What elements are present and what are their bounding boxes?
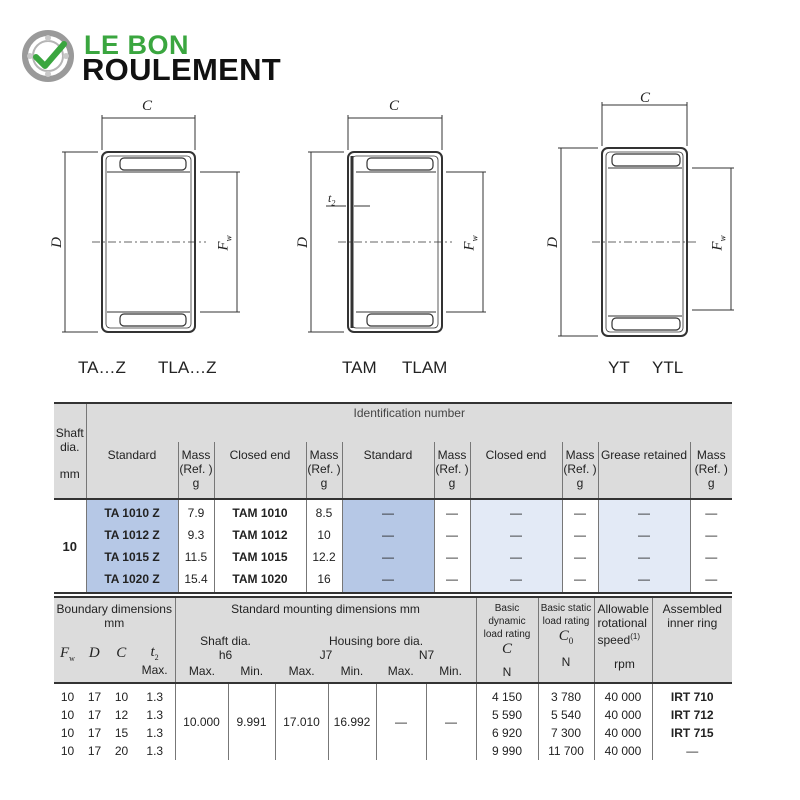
dim-fw-middle: $F_w$ [461,235,480,251]
n7-max: — [376,683,426,760]
cell-3-6: — [562,568,598,593]
d-1: 17 [87,708,102,722]
grease-retained-header: Grease retained [598,442,690,499]
std-mass-0: 7.9 [178,499,214,524]
standard-mounting-header: Standard mounting dimensions mm Shaft dia. h6 Housing bore dia. J7 N7 Max. Min. Max. Min. Max. Min. [175,597,476,683]
j7-max: 17.010 [275,683,328,760]
label-yt: YT [608,358,630,377]
mass-header-5: Mass (Ref. ) g [690,442,732,499]
cell-2-6: — [562,546,598,568]
closed-end-header: Closed end [214,442,306,499]
dim-d-middle: D [294,237,311,248]
t2-0: 1.3 [146,690,164,704]
speed-1: 40 000 [594,706,652,724]
mass-header-3: Mass (Ref. ) g [434,442,470,499]
max-min-labels: Max. Min. Max. Min. Max. Min. [188,664,462,678]
j7-min: 16.992 [328,683,376,760]
label-tla-z: TLA…Z [158,358,217,377]
label-ytl: YTL [652,358,684,377]
cell-0-7: — [598,499,690,524]
c-2: 15 [114,726,129,740]
closed-cell-0: TAM 1010 [214,499,306,524]
ring-2: IRT 715 [652,724,732,742]
c-header: C [116,645,127,661]
cell-1-5: — [470,524,562,546]
mass-header-4: Mass (Ref. ) g [562,442,598,499]
closed-cell-3: TAM 1020 [214,568,306,593]
ring-3: — [652,742,732,760]
t2-2: 1.3 [146,726,164,740]
std-cell-1: TA 1012 Z [86,524,178,546]
cell-0-5: — [470,499,562,524]
d-3: 17 [87,744,102,758]
h6-min: 9.991 [228,683,275,760]
cell-1-3: — [342,524,434,546]
bearing-drawings [40,90,760,380]
c-3: 20 [114,744,129,758]
identification-number-header: Identification number [86,403,732,442]
std-mass-2: 11.5 [178,546,214,568]
brand-logo [22,28,302,86]
label-tlam: TLAM [402,358,448,377]
c0r-3: 11 700 [538,742,594,760]
c0r-0: 3 780 [538,683,594,706]
cell-0-4: — [434,499,470,524]
cell-1-6: — [562,524,598,546]
fw-1: 10 [60,708,75,722]
basic-dynamic-load-header: Basic dynamic load rating C N [476,597,538,683]
cr-3: 9 990 [476,742,538,760]
closed-mass-2: 12.2 [306,546,342,568]
dim-fw-left: $F_w$ [215,235,234,251]
cell-2-7: — [598,546,690,568]
c-1: 12 [114,708,129,722]
boundary-dimensions-header: Boundary dimensions mm $F_w$ D C $t_2$ Max. [54,597,175,683]
closed-cell-2: TAM 1015 [214,546,306,568]
dim-c-middle: C [389,98,400,114]
shaft-dia-header: Shaft dia. mm [54,403,86,499]
t2-1: 1.3 [146,708,164,722]
c0r-2: 7 300 [538,724,594,742]
housing-bore-subheader: Housing bore dia. J7 N7 [319,634,435,662]
closed-end-header-2: Closed end [470,442,562,499]
cell-1-8: — [690,524,732,546]
fw-0: 10 [60,690,75,704]
cell-2-4: — [434,546,470,568]
cell-3-5: — [470,568,562,593]
label-tam: TAM [342,358,377,377]
cell-0-3: — [342,499,434,524]
logo-text-top: LE BON [84,30,190,60]
cell-1-4: — [434,524,470,546]
cell-3-8: — [690,568,732,593]
speed-3: 40 000 [594,742,652,760]
h6-max: 10.000 [175,683,228,760]
speed-0: 40 000 [594,683,652,706]
closed-cell-1: TAM 1012 [214,524,306,546]
fw-2: 10 [60,726,75,740]
cell-3-4: — [434,568,470,593]
basic-static-load-header: Basic static load rating $C_0$ N [538,597,594,683]
cell-0-6: — [562,499,598,524]
cell-2-3: — [342,546,434,568]
shaft-dia-value: 10 [54,499,86,593]
std-mass-3: 15.4 [178,568,214,593]
closed-mass-1: 10 [306,524,342,546]
bearing-check-icon [22,30,74,82]
d-2: 17 [87,726,102,740]
std-cell-3: TA 1020 Z [86,568,178,593]
d-header: D [88,645,100,661]
cell-3-7: — [598,568,690,593]
closed-mass-3: 16 [306,568,342,593]
mass-header-2: Mass (Ref. ) g [306,442,342,499]
t2-header: $t_2$ Max. [141,644,168,677]
shaft-dia-subheader: Shaft dia. h6 [200,634,251,662]
std-cell-0: TA 1010 Z [86,499,178,524]
allowable-speed-header: Allowable rotational speed$^{(1)}$ rpm [594,597,652,683]
ring-0: IRT 710 [652,683,732,706]
cell-2-5: — [470,546,562,568]
dim-d-right: D [544,237,561,248]
logo-text-bottom: ROULEMENT [82,52,282,87]
standard-header: Standard [86,442,178,499]
cr-2: 6 920 [476,724,538,742]
dim-fw-right: $F_w$ [709,235,728,251]
cr-1: 5 590 [476,706,538,724]
std-mass-1: 9.3 [178,524,214,546]
cell-0-8: — [690,499,732,524]
cr-0: 4 150 [476,683,538,706]
closed-mass-0: 8.5 [306,499,342,524]
dim-c-left: C [142,98,153,114]
t2-3: 1.3 [146,744,164,758]
fw-3: 10 [60,744,75,758]
cross-section-drawings [40,90,760,380]
dim-d-left: D [48,237,65,248]
dim-t2-middle: $t_2$ [328,191,336,208]
identification-table [54,402,732,594]
assembled-inner-ring-header: Assembled inner ring [652,597,732,683]
c0r-1: 5 540 [538,706,594,724]
n7-min: — [426,683,476,760]
std-cell-2: TA 1015 Z [86,546,178,568]
c-0: 10 [114,690,129,704]
cell-3-3: — [342,568,434,593]
dim-c-right: C [640,90,651,106]
cell-2-8: — [690,546,732,568]
standard-header-2: Standard [342,442,434,499]
d-0: 17 [87,690,102,704]
mass-header-1: Mass (Ref. ) g [178,442,214,499]
speed-2: 40 000 [594,724,652,742]
dimensions-table [54,596,732,760]
ring-1: IRT 712 [652,706,732,724]
fw-header: $F_w$ [59,645,75,663]
cell-1-7: — [598,524,690,546]
label-ta-z: TA…Z [78,358,126,377]
